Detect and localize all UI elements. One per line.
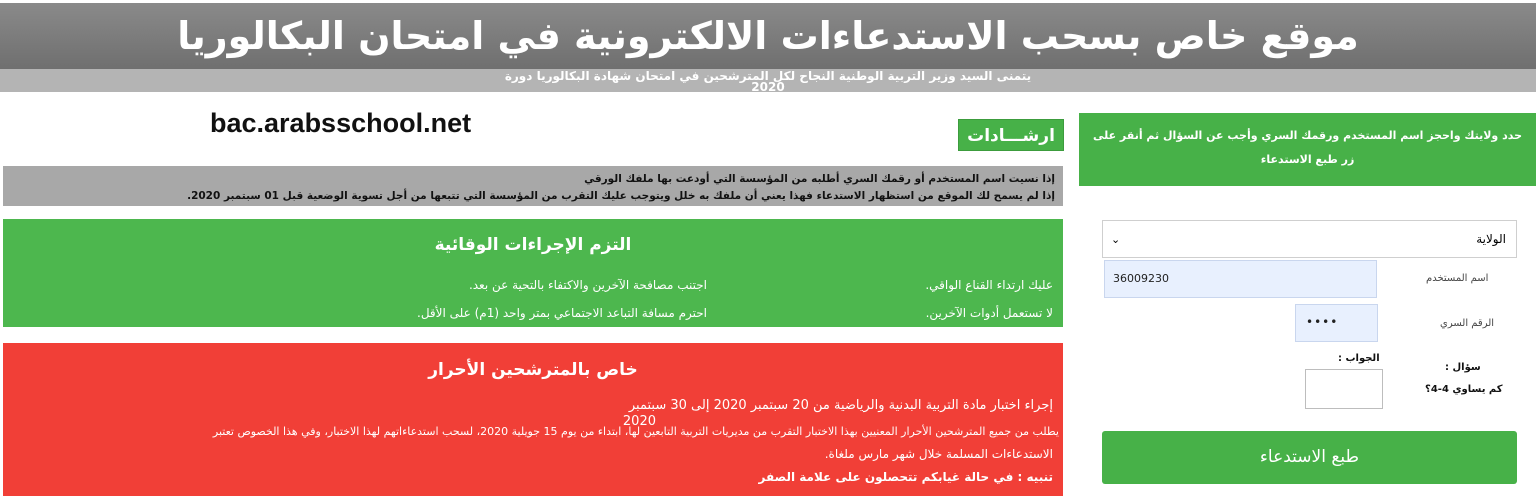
minister-message-line2: 2020 bbox=[751, 80, 785, 94]
wilaya-selected-value: الولاية bbox=[1476, 232, 1506, 246]
preventive-item-handshake: اجتنب مصافحة الآخرين والاكتفاء بالتحية عن بعد. bbox=[468, 278, 707, 292]
minister-message-line1: يتمنى السيد وزير التربية الوطنية النجاح لكل المترشحين في امتحان شهادة البكالوريا دورة bbox=[504, 69, 1032, 83]
username-input[interactable]: 36009230 bbox=[1104, 260, 1377, 298]
form-instructions bbox=[1079, 113, 1536, 186]
free-candidates-box bbox=[3, 343, 1063, 496]
answer-input[interactable] bbox=[1305, 369, 1383, 409]
free-candidates-warning: تنبيه : في حالة غيابكم تتحصلون على علامة الصفر bbox=[758, 470, 1053, 484]
preventive-item-distance: احترم مسافة التباعد الاجتماعي بمتر واحد (1م) على الأقل. bbox=[417, 306, 707, 320]
preventive-item-mask: عليك ارتداء القناع الواقي. bbox=[925, 278, 1053, 292]
question-label: سؤال : bbox=[1445, 362, 1481, 373]
guidelines-badge: ارشـــادات bbox=[958, 119, 1064, 151]
guidelines-line1: إذا نسيت اسم المستخدم أو رقمك السري أطلبه من المؤسسة التي أودعت بها ملفك الورقي bbox=[584, 173, 1055, 185]
form-instructions-line1: حدد ولايتك واحجز اسم المستخدم ورقمك السري وأجب عن السؤال ثم أنقر على bbox=[1092, 129, 1523, 142]
free-candidates-line3: يطلب من جميع المترشحين الأحرار المعنيين بهذا الاختبار التقرب من مديريات التربية التابعين لها، ابتداء من يوم 15 جويلية 2020، لسحب استدعاءاتهم لهذا الاختبار، وفي هذا الخصوص تعتبر bbox=[212, 425, 1059, 438]
chevron-down-icon: ⌄ bbox=[1111, 232, 1121, 246]
guidelines-line2: إذا لم يسمح لك الموقع من استظهار الاستدعاء فهذا يعني أن ملفك به خلل ويتوجب عليك التقرب من المؤسسة التي تتبعها من أجل تسوية الوضعية قبل 01 سبتمبر 2020. bbox=[187, 190, 1055, 202]
site-banner-title: موقع خاص بسحب الاستدعاءات الالكترونية في امتحان البكالوريا bbox=[0, 3, 1536, 69]
preventive-measures-title: التزم الإجراءات الوقائية bbox=[434, 235, 632, 255]
question-text: كم يساوي 4-4؟ bbox=[1425, 384, 1503, 395]
free-candidates-line4: الاستدعاءات المسلمة خلال شهر مارس ملغاة. bbox=[824, 447, 1053, 461]
answer-label: الجواب : bbox=[1338, 353, 1380, 364]
free-candidates-title: خاص بالمترشحين الأحرار bbox=[428, 360, 638, 380]
print-summons-button[interactable]: طبع الاستدعاء bbox=[1102, 431, 1517, 484]
guidelines-notice bbox=[3, 166, 1063, 206]
wilaya-select[interactable] bbox=[1102, 220, 1517, 258]
free-candidates-line2: 2020 bbox=[622, 414, 656, 429]
password-label: الرقم السري bbox=[1440, 318, 1495, 329]
minister-message bbox=[0, 69, 1536, 92]
preventive-item-tools: لا تستعمل أدوات الآخرين. bbox=[925, 306, 1053, 320]
username-label: اسم المستخدم bbox=[1426, 273, 1489, 284]
site-url: bac.arabsschool.net bbox=[210, 108, 472, 138]
preventive-measures-box bbox=[3, 219, 1063, 327]
form-instructions-line2: زر طبع الاستدعاء bbox=[1260, 153, 1355, 166]
password-input[interactable]: •••• bbox=[1295, 304, 1378, 342]
free-candidates-line1: إجراء اختبار مادة التربية البدنية والرياضية من 20 سبتمبر 2020 إلى 30 سبتمبر bbox=[628, 398, 1053, 413]
